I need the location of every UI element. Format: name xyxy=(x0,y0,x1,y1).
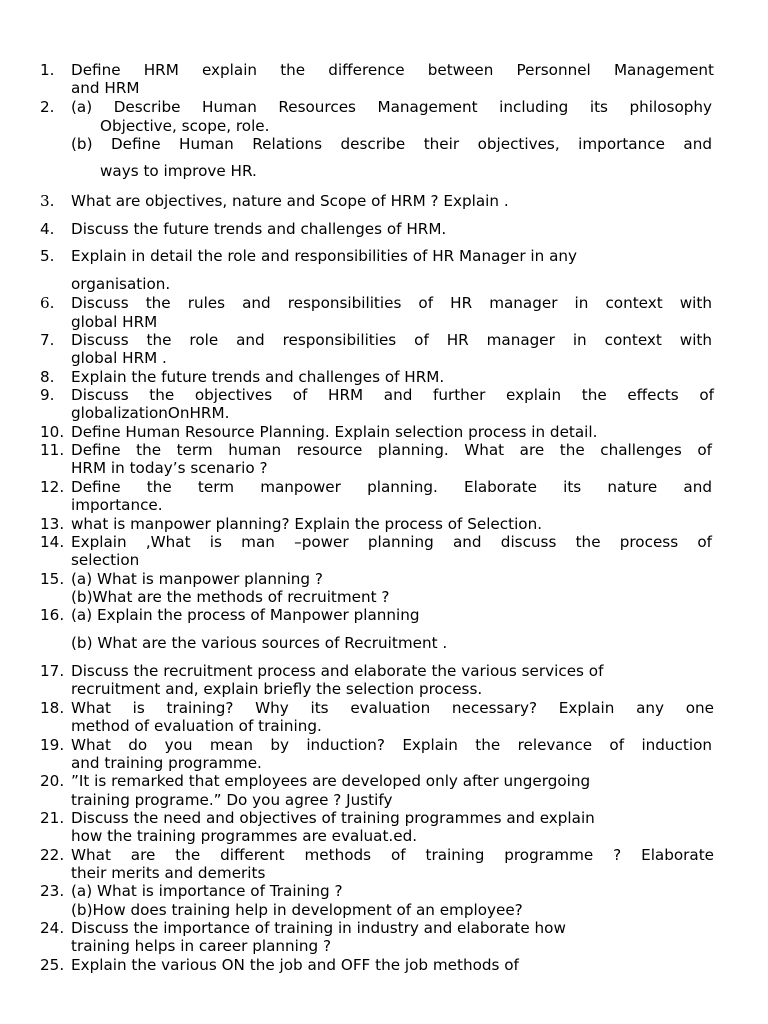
question-number: 13. xyxy=(40,515,65,533)
question-21-cont xyxy=(0,827,768,846)
question-number: 10. xyxy=(40,423,65,441)
question-21 xyxy=(0,809,768,828)
question-23-cont xyxy=(0,901,768,920)
question-text: What do you mean by induction? Explain the relevance of induction xyxy=(71,736,712,754)
question-number: 9. xyxy=(40,386,55,404)
question-9 xyxy=(0,386,768,405)
question-text: global HRM . xyxy=(71,349,167,367)
question-number: 15. xyxy=(40,570,65,588)
question-11 xyxy=(0,441,768,460)
question-text: and training programme. xyxy=(71,754,262,772)
question-15-cont xyxy=(0,588,768,607)
question-number: 1. xyxy=(40,61,55,79)
question-text: (b)What are the methods of recruitment ? xyxy=(71,588,390,606)
question-text: What are the different methods of training programme ? Elaborate xyxy=(71,846,714,864)
question-text: (b) Define Human Relations describe their objectives, importance and xyxy=(71,135,712,153)
question-4 xyxy=(0,220,768,239)
question-number: 23. xyxy=(40,882,65,900)
question-2-cont xyxy=(0,135,768,154)
question-text: Discuss the role and responsibilities of HR manager in context with xyxy=(71,331,712,349)
question-text: Define the term human resource planning. What are the challenges of xyxy=(71,441,712,459)
question-number: 24. xyxy=(40,919,65,937)
question-number: 5. xyxy=(40,247,55,265)
question-2-cont xyxy=(0,117,768,136)
question-number: 17. xyxy=(40,662,65,680)
question-text: how the training programmes are evaluat.ed. xyxy=(71,827,418,845)
question-text: training programe.” Do you agree ? Justify xyxy=(71,791,393,809)
question-2 xyxy=(0,98,768,117)
question-number: 19. xyxy=(40,736,65,754)
question-text: selection xyxy=(71,551,140,569)
question-number: 3. xyxy=(40,192,55,210)
question-text: recruitment and, explain briefly the selection process. xyxy=(71,680,483,698)
question-text: What are objectives, nature and Scope of HRM ? Explain . xyxy=(71,192,509,210)
question-1 xyxy=(0,61,768,80)
question-11-cont xyxy=(0,459,768,478)
question-14 xyxy=(0,533,768,552)
question-text: method of evaluation of training. xyxy=(71,717,322,735)
question-text: Discuss the rules and responsibilities of HR manager in context with xyxy=(71,294,712,312)
question-text: importance. xyxy=(71,496,163,514)
question-text: Define HRM explain the difference between Personnel Management xyxy=(71,61,714,79)
question-text: (a) What is importance of Training ? xyxy=(71,882,343,900)
question-number: 7. xyxy=(40,331,55,349)
question-text: their merits and demerits xyxy=(71,864,266,882)
question-3 xyxy=(0,192,768,211)
question-20 xyxy=(0,772,768,791)
question-19 xyxy=(0,736,768,755)
question-15 xyxy=(0,570,768,589)
question-16 xyxy=(0,606,768,625)
question-14-cont xyxy=(0,551,768,570)
question-text: and HRM xyxy=(71,79,140,97)
question-text: (b)How does training help in development of an employee? xyxy=(71,901,523,919)
question-number: 18. xyxy=(40,699,65,717)
question-number: 22. xyxy=(40,846,65,864)
question-18 xyxy=(0,699,768,718)
question-6-cont xyxy=(0,313,768,332)
question-text: training helps in career planning ? xyxy=(71,937,332,955)
question-text: Objective, scope, role. xyxy=(100,117,270,135)
question-text: what is manpower planning? Explain the process of Selection. xyxy=(71,515,543,533)
question-text: Define Human Resource Planning. Explain selection process in detail. xyxy=(71,423,598,441)
question-text: global HRM xyxy=(71,313,158,331)
question-text: (a) What is manpower planning ? xyxy=(71,570,323,588)
question-text: globalizationOnHRM. xyxy=(71,404,230,422)
question-10 xyxy=(0,423,768,442)
question-text: Discuss the need and objectives of training programmes and explain xyxy=(71,809,595,827)
question-text: Discuss the future trends and challenges of HRM. xyxy=(71,220,447,238)
question-23 xyxy=(0,882,768,901)
question-19-cont xyxy=(0,754,768,773)
question-20-cont xyxy=(0,791,768,810)
question-text: organisation. xyxy=(71,275,171,293)
question-16-cont xyxy=(0,634,768,653)
question-22 xyxy=(0,846,768,865)
question-number: 8. xyxy=(40,368,55,386)
question-number: 4. xyxy=(40,220,55,238)
question-number: 11. xyxy=(40,441,65,459)
question-number: 25. xyxy=(40,956,65,974)
question-text: Explain in detail the role and responsibilities of HR Manager in any xyxy=(71,247,578,265)
question-text: Explain the various ON the job and OFF the job methods of xyxy=(71,956,519,974)
question-25 xyxy=(0,956,768,975)
question-text: Discuss the importance of training in industry and elaborate how xyxy=(71,919,566,937)
question-8 xyxy=(0,368,768,387)
question-5-cont xyxy=(0,275,768,294)
question-number: 2. xyxy=(40,98,55,116)
question-7 xyxy=(0,331,768,350)
question-24 xyxy=(0,919,768,938)
question-12-cont xyxy=(0,496,768,515)
question-text: (a) Explain the process of Manpower planning xyxy=(71,606,420,624)
question-5 xyxy=(0,247,768,266)
question-7-cont xyxy=(0,349,768,368)
question-number: 12. xyxy=(40,478,65,496)
question-text: (b) What are the various sources of Recruitment . xyxy=(71,634,448,652)
question-text: What is training? Why its evaluation necessary? Explain any one xyxy=(71,699,714,717)
question-12 xyxy=(0,478,768,497)
question-text: Define the term manpower planning. Elaborate its nature and xyxy=(71,478,712,496)
question-text: HRM in today’s scenario ? xyxy=(71,459,268,477)
question-2-cont xyxy=(0,162,768,181)
question-number: 6. xyxy=(40,294,55,312)
question-17 xyxy=(0,662,768,681)
question-6 xyxy=(0,294,768,313)
question-text: Explain the future trends and challenges of HRM. xyxy=(71,368,445,386)
question-text: Discuss the objectives of HRM and further explain the effects of xyxy=(71,386,714,404)
question-number: 14. xyxy=(40,533,65,551)
question-text: (a) Describe Human Resources Management including its philosophy xyxy=(71,98,712,116)
question-18-cont xyxy=(0,717,768,736)
question-number: 21. xyxy=(40,809,65,827)
question-text: Explain ,What is man –power planning and discuss the process of xyxy=(71,533,712,551)
question-22-cont xyxy=(0,864,768,883)
question-text: ways to improve HR. xyxy=(100,162,257,180)
question-number: 20. xyxy=(40,772,65,790)
question-9-cont xyxy=(0,404,768,423)
question-text: Discuss the recruitment process and elaborate the various services of xyxy=(71,662,604,680)
question-24-cont xyxy=(0,937,768,956)
question-text: ”It is remarked that employees are developed only after ungergoing xyxy=(71,772,591,790)
question-17-cont xyxy=(0,680,768,699)
question-number: 16. xyxy=(40,606,65,624)
question-13 xyxy=(0,515,768,534)
question-1-cont xyxy=(0,79,768,98)
